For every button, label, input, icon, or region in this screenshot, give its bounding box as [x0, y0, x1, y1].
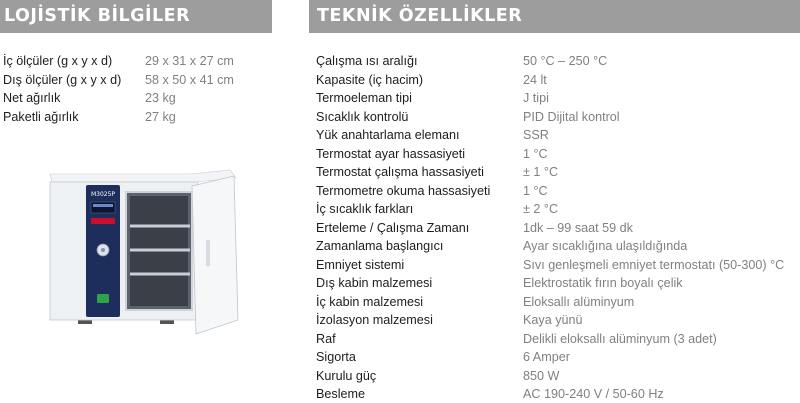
spec-value: J tipi [523, 91, 549, 105]
spec-value: PID Dijital kontrol [523, 109, 620, 124]
spec-value: AC 190-240 V / 50-60 Hz [523, 387, 664, 401]
door-handle [206, 240, 210, 266]
spec-label: Zamanlama başlangıcı [316, 239, 444, 253]
spec-value: 1 °C [523, 146, 548, 161]
display-segment [93, 204, 113, 207]
spec-value: ± 2 °C [523, 202, 559, 216]
spec-value: Ayar sıcaklığına ulaşıldığında [523, 239, 688, 253]
spec-label: Sigorta [316, 350, 356, 364]
spec-value: 58 x 50 x 41 cm [145, 72, 234, 87]
spec-value: 1dk – 99 saat 59 dk [523, 220, 633, 235]
spec-value: Elektrostatik fırın boyalı çelik [523, 276, 683, 290]
spec-label: Termostat ayar hassasiyeti [316, 146, 466, 161]
spec-label: Termometre okuma hassasiyeti [316, 183, 491, 198]
spec-label: Kapasite (iç hacim) [316, 72, 424, 87]
spec-label: Raf [316, 331, 336, 346]
spec-value: Kaya yünü [523, 313, 583, 327]
spec-value: SSR [523, 128, 549, 142]
spec-value: Eloksallı alüminyum [523, 294, 635, 309]
spec-value: 6 Amper [523, 350, 570, 364]
spec-value: Sıvı genleşmeli emniyet termostatı (50-300) °C [523, 257, 785, 272]
spec-label: Termoeleman tipi [316, 91, 412, 105]
spec-label: Çalışma ısı aralığı [316, 54, 418, 68]
oven-door [192, 176, 238, 334]
spec-label: Net ağırlık [3, 91, 61, 105]
spec-label: İç sıcaklık farkları [316, 202, 414, 216]
brand-logo [91, 218, 115, 224]
technical-title: TEKNİK ÖZELLİKLER [317, 6, 523, 26]
spec-value: 50 °C – 250 °C [523, 54, 608, 68]
spec-value: Delikli eloksallı alüminyum (3 adet) [523, 331, 717, 346]
knob-center [101, 248, 105, 252]
spec-label: Besleme [316, 387, 365, 401]
spec-label: Paketli ağırlık [3, 109, 79, 124]
spec-label: İç kabin malzemesi [316, 294, 424, 309]
spec-label: Erteleme / Çalışma Zamanı [316, 220, 470, 235]
spec-value: 27 kg [145, 109, 176, 124]
logistics-header [0, 0, 272, 33]
spec-label: İzolasyon malzemesi [316, 313, 433, 327]
display-icon [91, 202, 115, 213]
spec-label: İç ölçüler (g x y x d) [3, 54, 113, 68]
spec-label: Dış kabin malzemesi [316, 276, 433, 290]
spec-label: Kurulu güç [316, 368, 377, 383]
logistics-title: LOJİSTİK BİLGİLER [4, 6, 191, 26]
spec-label: Yük anahtarlama elemanı [316, 128, 460, 142]
spec-value: 29 x 31 x 27 cm [145, 54, 234, 68]
technical-header [309, 0, 800, 33]
spec-label: Emniyet sistemi [316, 257, 405, 272]
spec-value: 23 kg [145, 91, 176, 105]
oven-top [50, 170, 236, 182]
spec-value: 24 lt [523, 72, 547, 87]
spec-label: Sıcaklık kontrolü [316, 109, 409, 124]
model-label: M3025P [90, 191, 116, 198]
oven-product-image [40, 168, 244, 338]
spec-label: Termostat çalışma hassasiyeti [316, 165, 484, 179]
spec-label: Dış ölçüler (g x y x d) [3, 72, 122, 87]
power-switch-icon [97, 294, 109, 303]
spec-value: ± 1 °C [523, 165, 559, 179]
spec-value: 850 W [523, 368, 560, 383]
spec-value: 1 °C [523, 183, 548, 198]
